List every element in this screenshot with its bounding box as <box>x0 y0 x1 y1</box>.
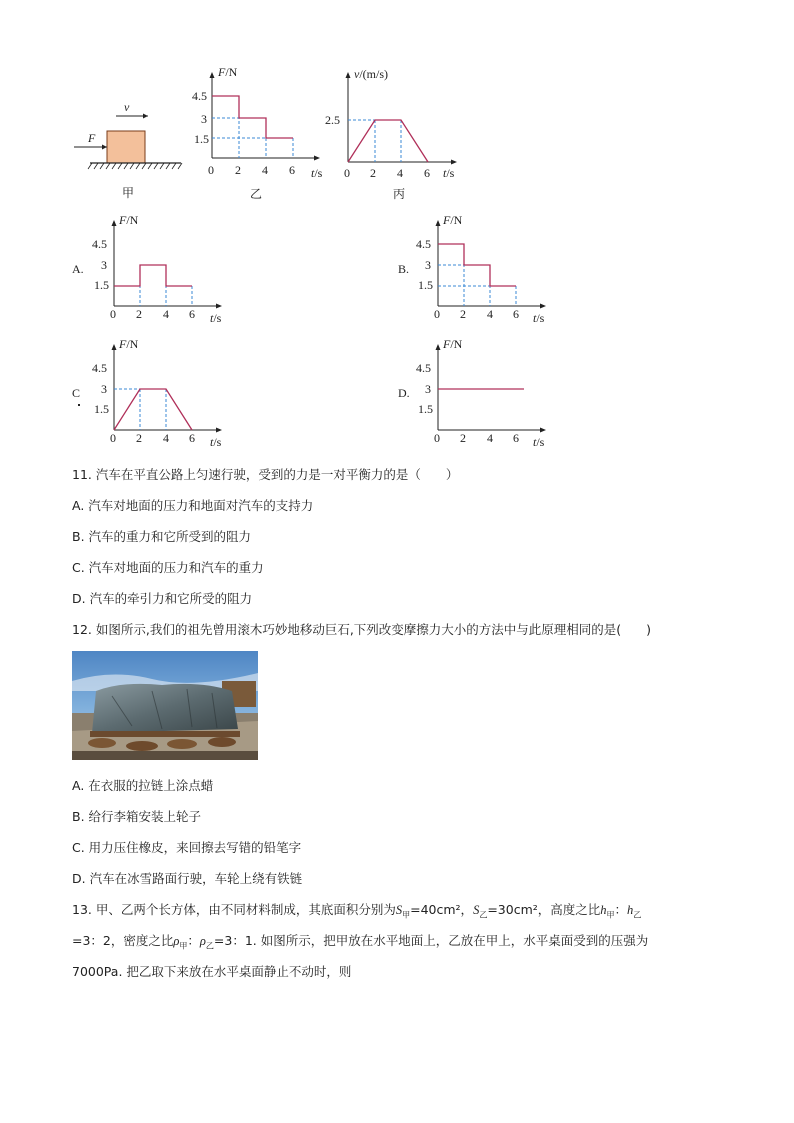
option-a-letter: A. <box>72 262 84 276</box>
xtick: 0 <box>434 431 440 445</box>
series-line <box>212 96 293 138</box>
q11-option-b[interactable]: B. 汽车的重力和它所受到的阻力 <box>72 529 252 544</box>
ylabel: F/N <box>119 337 139 351</box>
fig-yi <box>185 60 335 205</box>
sub-jia: 甲 <box>179 941 188 951</box>
v-label: v <box>124 100 130 114</box>
h-var: h <box>627 903 634 917</box>
caption-yi: 乙 <box>250 187 263 201</box>
option-b-letter: B. <box>398 262 410 276</box>
xtick: 0 <box>434 307 440 321</box>
xlabel: t/s <box>210 435 222 449</box>
colon: ： <box>187 933 200 948</box>
ytick: 3 <box>101 258 107 272</box>
sub-yi: 乙 <box>479 910 488 920</box>
xtick: 4 <box>487 307 493 321</box>
xtick: 6 <box>424 166 430 180</box>
rolling-stone-photo <box>72 651 258 760</box>
xtick: 2 <box>370 166 376 180</box>
sub-yi: 乙 <box>205 941 214 951</box>
xtick: 4 <box>487 431 493 445</box>
xtick: 0 <box>344 166 350 180</box>
q11-option-a[interactable]: A. 汽车对地面的压力和地面对汽车的支持力 <box>72 498 314 513</box>
q11-option-c[interactable]: C. 汽车对地面的压力和汽车的重力 <box>72 560 264 575</box>
xlabel: t/s <box>533 435 545 449</box>
ytick: 4.5 <box>192 89 207 103</box>
xtick: 6 <box>189 431 195 445</box>
q13-text: 13. 甲、乙两个长方体，由不同材料制成，其底面积分别为 <box>72 902 396 917</box>
xtick: 2 <box>235 163 241 177</box>
xlabel: t/s <box>443 166 455 180</box>
q13-text: =3：2，密度之比 <box>72 933 174 948</box>
xtick: 4 <box>262 163 268 177</box>
series-line <box>348 120 428 162</box>
ytick: 3 <box>425 382 431 396</box>
ytick: 1.5 <box>194 132 209 146</box>
q13-line-2 <box>72 931 648 952</box>
block <box>107 131 145 163</box>
ytick: 3 <box>101 382 107 396</box>
xlabel: t/s <box>533 311 545 325</box>
sub-jia: 甲 <box>402 910 411 920</box>
option-c-graph <box>92 332 242 457</box>
q13-line-1 <box>72 900 641 921</box>
q13-line-3: 7000Pa. 把乙取下来放在水平桌面静止不动时，则 <box>72 964 352 979</box>
ytick: 3 <box>201 112 207 126</box>
s-yi-value: =30cm²，高度之比 <box>487 902 601 917</box>
ytick: 4.5 <box>92 361 107 375</box>
ytick: 1.5 <box>94 278 109 292</box>
h-var: h <box>600 903 607 917</box>
ylabel: F/N <box>119 213 139 227</box>
s-jia-value: =40cm²， <box>410 902 474 917</box>
ylabel: F/N <box>218 65 238 79</box>
s-var: S <box>473 903 480 917</box>
q11-stem: 11. 汽车在平直公路上匀速行驶，受到的力是一对平衡力的是（ ） <box>72 467 459 482</box>
sub-yi: 乙 <box>633 910 642 920</box>
ylabel: F/N <box>443 337 463 351</box>
f-label: F <box>88 131 96 145</box>
xtick: 2 <box>136 431 142 445</box>
s-var: S <box>395 903 403 917</box>
series-line <box>114 265 192 286</box>
ytick: 3 <box>425 258 431 272</box>
xtick: 4 <box>163 431 169 445</box>
ytick: 1.5 <box>418 402 433 416</box>
ylabel: v/(m/s) <box>354 67 388 81</box>
ytick: 4.5 <box>92 237 107 251</box>
xtick: 4 <box>397 166 403 180</box>
q12-option-a[interactable]: A. 在衣服的拉链上涂点蜡 <box>72 778 214 793</box>
ytick: 4.5 <box>416 237 431 251</box>
option-a-graph <box>92 208 242 333</box>
xlabel: t/s <box>210 311 222 325</box>
q12-option-b[interactable]: B. 给行李箱安装上轮子 <box>72 809 202 824</box>
ytick: 4.5 <box>416 361 431 375</box>
xtick: 2 <box>460 431 466 445</box>
q12-stem: 12. 如图所示,我们的祖先曾用滚木巧妙地移动巨石,下列改变摩擦力大小的方法中与此原理相同的是( ) <box>72 622 652 637</box>
dot-mark <box>78 404 80 406</box>
fig-jia <box>70 100 190 200</box>
caption-jia: 甲 <box>122 186 135 200</box>
colon: ： <box>614 902 628 917</box>
fig-bing <box>320 60 470 205</box>
q12-option-d[interactable]: D. 汽车在冰雪路面行驶，车轮上绕有铁链 <box>72 871 303 886</box>
xtick: 0 <box>208 163 214 177</box>
xtick: 2 <box>460 307 466 321</box>
xtick: 2 <box>136 307 142 321</box>
ylabel: F/N <box>443 213 463 227</box>
rho-var: ρ <box>199 934 206 948</box>
ytick: 1.5 <box>94 402 109 416</box>
q11-option-d[interactable]: D. 汽车的牵引力和它所受的阻力 <box>72 591 253 606</box>
rho-var: ρ <box>173 934 180 948</box>
ytick: 1.5 <box>418 278 433 292</box>
option-b-graph <box>416 208 566 333</box>
ytick: 2.5 <box>325 113 340 127</box>
series-line <box>114 389 192 430</box>
xtick: 4 <box>163 307 169 321</box>
sub-jia: 甲 <box>606 910 615 920</box>
option-c-letter: C <box>72 386 81 400</box>
xtick: 6 <box>189 307 195 321</box>
option-d-graph <box>416 332 566 457</box>
caption-bing: 丙 <box>393 187 406 201</box>
xtick: 0 <box>110 431 116 445</box>
xlabel: t/s <box>311 166 323 180</box>
xtick: 6 <box>289 163 295 177</box>
xtick: 6 <box>513 431 519 445</box>
q13-text: =3：1. 如图所示，把甲放在水平地面上，乙放在甲上，水平桌面受到的压强为 <box>213 933 649 948</box>
xtick: 6 <box>513 307 519 321</box>
option-d-letter: D. <box>398 386 410 400</box>
q12-option-c[interactable]: C. 用力压住橡皮，来回擦去写错的铅笔字 <box>72 840 302 855</box>
xtick: 0 <box>110 307 116 321</box>
